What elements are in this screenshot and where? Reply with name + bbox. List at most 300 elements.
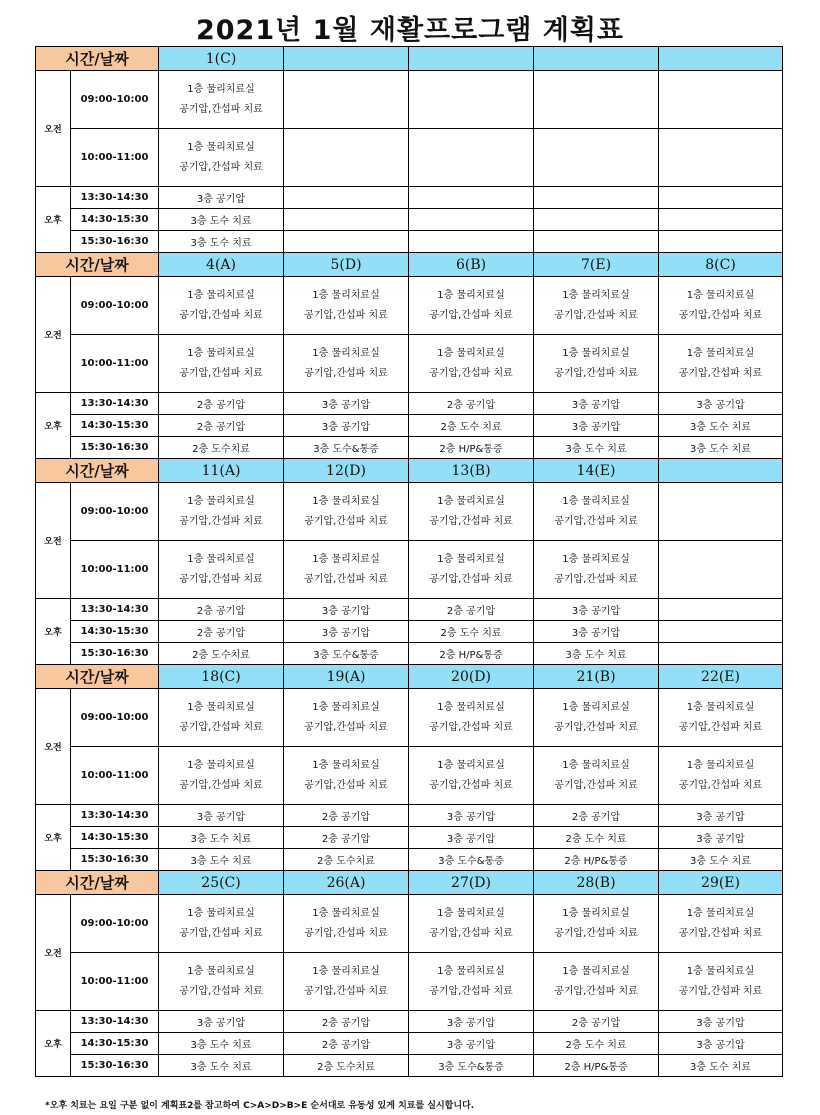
session-cell [284,689,409,747]
session-treatment: 공기압,간섭파 치료 [429,309,513,321]
session-cell: 3층 공기압 [284,621,409,643]
session-location: 1층 물리치료실 [437,759,505,771]
session-treatment: 공기압,간섭파 치료 [678,779,763,791]
session-cell [159,541,284,599]
period-label-pm: 오후 [36,187,71,253]
session-cell: 3층 도수 치료 [159,849,284,871]
session-cell [534,187,659,209]
time-slot: 10:00-11:00 [71,129,159,187]
date-header: 6(B) [409,253,534,277]
session-location: 1층 물리치료실 [686,965,755,977]
afternoon-row [36,1055,783,1077]
date-header: 28(B) [534,871,659,895]
time-slot: 13:30-14:30 [71,187,159,209]
session-location: 1층 물리치료실 [187,759,255,771]
session-cell: 3층 공기압 [284,599,409,621]
session-location: 1층 물리치료실 [312,701,380,713]
session-location: 1층 물리치료실 [562,553,630,565]
session-cell: 2층 H/P&통증 [534,1055,659,1077]
period-label-pm: 오후 [36,1011,71,1077]
session-cell: 2층 공기압 [284,805,409,827]
session-cell [284,895,409,953]
session-treatment: 공기압,간섭파 치료 [304,927,388,939]
session-cell [284,335,409,393]
session-cell [284,129,409,187]
afternoon-row [36,621,783,643]
date-header [284,47,409,71]
session-cell: 2층 도수치료 [284,849,409,871]
session-cell [409,541,534,599]
session-treatment: 공기압,간섭파 치료 [429,573,513,585]
session-location: 1층 물리치료실 [437,347,505,359]
session-cell [659,231,783,253]
afternoon-row [36,1033,783,1055]
morning-row [36,747,783,805]
time-slot: 14:30-15:30 [71,621,159,643]
session-cell [159,277,284,335]
time-slot: 15:30-16:30 [71,1055,159,1077]
session-cell [409,747,534,805]
session-location: 1층 물리치료실 [312,553,380,565]
afternoon-row [36,187,783,209]
morning-row [36,689,783,747]
session-location: 1층 물리치료실 [187,289,255,301]
session-cell: 2층 도수치료 [159,437,284,459]
period-label-am: 오전 [36,689,71,805]
session-cell [409,71,534,129]
session-cell: 2층 공기압 [159,621,284,643]
session-treatment: 공기압,간섭파 치료 [554,515,638,527]
session-cell [409,689,534,747]
session-treatment: 공기압,간섭파 치료 [179,721,263,733]
session-cell: 2층 공기압 [534,805,659,827]
session-cell [659,689,783,747]
afternoon-row [36,231,783,253]
session-treatment: 공기압,간섭파 치료 [179,161,263,173]
session-cell: 3층 공기압 [409,827,534,849]
afternoon-row [36,415,783,437]
session-location: 1층 물리치료실 [187,701,255,713]
time-slot: 14:30-15:30 [71,827,159,849]
time-slot: 14:30-15:30 [71,415,159,437]
session-location: 1층 물리치료실 [437,495,505,507]
session-treatment: 공기압,간섭파 치료 [179,103,263,115]
session-cell [534,129,659,187]
session-cell [409,231,534,253]
date-header: 22(E) [659,665,783,689]
session-cell [159,335,284,393]
session-cell [159,895,284,953]
afternoon-row [36,393,783,415]
session-cell [534,747,659,805]
session-cell: 2층 공기압 [284,1011,409,1033]
session-treatment: 공기압,간섭파 치료 [304,309,388,321]
session-cell [284,187,409,209]
period-label-am: 오전 [36,71,71,187]
session-location: 1층 물리치료실 [187,965,255,977]
session-treatment: 공기압,간섭파 치료 [678,367,763,379]
session-cell [159,953,284,1011]
session-treatment: 공기압,간섭파 치료 [429,367,513,379]
session-cell [409,277,534,335]
session-cell [534,483,659,541]
week-header-row [36,871,783,895]
session-cell [409,129,534,187]
session-location: 1층 물리치료실 [686,759,755,771]
session-cell: 3층 도수 치료 [659,1055,783,1077]
time-date-header: 시간/날짜 [36,47,159,71]
page-title: 2021년 1월 재활프로그램 계획표 [195,15,625,46]
afternoon-row [36,827,783,849]
time-slot: 13:30-14:30 [71,1011,159,1033]
session-location: 1층 물리치료실 [437,907,505,919]
time-slot: 09:00-10:00 [71,71,159,129]
session-cell [659,335,783,393]
session-cell: 3층 도수 치료 [159,1055,284,1077]
session-cell [659,277,783,335]
period-label-am: 오전 [36,483,71,599]
session-cell: 3층 공기압 [159,1011,284,1033]
date-header [534,47,659,71]
time-slot: 15:30-16:30 [71,643,159,665]
period-label-am: 오전 [36,895,71,1011]
session-cell [534,953,659,1011]
session-cell: 2층 공기압 [159,599,284,621]
session-cell [659,599,783,621]
session-cell: 3층 도수 치료 [534,643,659,665]
session-cell [659,643,783,665]
session-location: 1층 물리치료실 [312,907,380,919]
session-treatment: 공기압,간섭파 치료 [179,309,263,321]
session-cell [659,187,783,209]
session-treatment: 공기압,간섭파 치료 [554,927,638,939]
morning-row [36,129,783,187]
time-slot: 09:00-10:00 [71,689,159,747]
session-cell: 3층 공기압 [659,827,783,849]
session-treatment: 공기압,간섭파 치료 [304,515,388,527]
date-header: 19(A) [284,665,409,689]
session-cell: 3층 공기압 [159,187,284,209]
afternoon-row [36,805,783,827]
date-header: 29(E) [659,871,783,895]
afternoon-row [36,599,783,621]
date-header: 18(C) [159,665,284,689]
time-slot: 14:30-15:30 [71,1033,159,1055]
session-cell: 3층 도수&통증 [409,849,534,871]
session-cell [409,483,534,541]
morning-row [36,953,783,1011]
session-location: 1층 물리치료실 [312,347,380,359]
session-treatment: 공기압,간섭파 치료 [554,309,638,321]
date-header: 11(A) [159,459,284,483]
session-cell: 2층 공기압 [409,393,534,415]
session-cell: 3층 도수 치료 [159,209,284,231]
session-cell [284,209,409,231]
session-location: 1층 물리치료실 [686,907,755,919]
time-slot: 15:30-16:30 [71,849,159,871]
session-location: 1층 물리치료실 [312,965,380,977]
session-location: 1층 물리치료실 [312,495,380,507]
time-slot: 09:00-10:00 [71,277,159,335]
session-cell: 3층 도수 치료 [659,415,783,437]
session-treatment: 공기압,간섭파 치료 [179,927,263,939]
session-treatment: 공기압,간섭파 치료 [554,367,638,379]
session-location: 1층 물리치료실 [686,347,755,359]
session-cell: 2층 H/P&통증 [409,437,534,459]
date-header: 14(E) [534,459,659,483]
date-header [659,459,783,483]
session-treatment: 공기압,간섭파 치료 [429,985,513,997]
session-location: 1층 물리치료실 [562,907,630,919]
session-cell [409,187,534,209]
session-location: 1층 물리치료실 [562,965,630,977]
session-location: 1층 물리치료실 [562,759,630,771]
week-header-row [36,47,783,71]
session-cell: 2층 도수 치료 [534,1033,659,1055]
session-treatment: 공기압,간섭파 치료 [179,367,263,379]
date-header: 21(B) [534,665,659,689]
session-cell: 3층 공기압 [659,805,783,827]
session-treatment: 공기압,간섭파 치료 [429,779,513,791]
session-treatment: 공기압,간섭파 치료 [304,779,388,791]
session-location: 1층 물리치료실 [562,701,630,713]
session-cell: 3층 공기압 [284,393,409,415]
morning-row [36,483,783,541]
time-date-header: 시간/날짜 [36,665,159,689]
session-location: 1층 물리치료실 [562,495,630,507]
morning-row [36,541,783,599]
session-cell [534,541,659,599]
session-cell [659,541,783,599]
session-location: 1층 물리치료실 [686,289,755,301]
morning-row [36,71,783,129]
session-location: 1층 물리치료실 [187,141,255,153]
date-header: 27(D) [409,871,534,895]
time-slot: 15:30-16:30 [71,437,159,459]
session-cell: 3층 공기압 [534,415,659,437]
session-treatment: 공기압,간섭파 치료 [304,573,388,585]
time-slot: 10:00-11:00 [71,541,159,599]
session-cell: 2층 공기압 [534,1011,659,1033]
time-slot: 10:00-11:00 [71,747,159,805]
session-treatment: 공기압,간섭파 치료 [678,927,763,939]
session-location: 1층 물리치료실 [562,289,630,301]
footnote: *오후 치료는 요일 구분 없이 계획표2를 참고하여 C>A>D>B>E 순서대로 유동성 있게 치료를 실시합니다. [45,1101,475,1111]
session-treatment: 공기압,간섭파 치료 [304,985,388,997]
date-header: 4(A) [159,253,284,277]
session-location: 1층 물리치료실 [437,701,505,713]
date-header: 1(C) [159,47,284,71]
session-cell: 3층 도수 치료 [659,849,783,871]
session-treatment: 공기압,간섭파 치료 [678,985,763,997]
session-treatment: 공기압,간섭파 치료 [179,985,263,997]
session-cell [534,209,659,231]
time-date-header: 시간/날짜 [36,253,159,277]
date-header: 7(E) [534,253,659,277]
session-treatment: 공기압,간섭파 치료 [179,515,263,527]
session-cell [409,953,534,1011]
time-slot: 10:00-11:00 [71,953,159,1011]
session-cell: 3층 도수&통증 [284,437,409,459]
session-location: 1층 물리치료실 [187,495,255,507]
afternoon-row [36,643,783,665]
session-cell: 3층 도수 치료 [534,437,659,459]
session-cell [284,483,409,541]
session-cell [659,747,783,805]
session-treatment: 공기압,간섭파 치료 [554,721,638,733]
session-location: 1층 물리치료실 [187,83,255,95]
session-cell [534,335,659,393]
session-cell [534,277,659,335]
session-cell: 2층 도수치료 [159,643,284,665]
session-cell: 3층 공기압 [284,415,409,437]
session-cell [659,483,783,541]
time-slot: 09:00-10:00 [71,895,159,953]
afternoon-row [36,849,783,871]
session-cell: 3층 공기압 [409,1011,534,1033]
session-cell [534,895,659,953]
date-header: 20(D) [409,665,534,689]
session-cell: 3층 공기압 [534,599,659,621]
session-treatment: 공기압,간섭파 치료 [429,927,513,939]
session-location: 1층 물리치료실 [187,907,255,919]
session-cell [659,895,783,953]
session-location: 1층 물리치료실 [312,759,380,771]
session-treatment: 공기압,간섭파 치료 [678,721,763,733]
session-cell: 3층 도수 치료 [159,231,284,253]
session-location: 1층 물리치료실 [437,289,505,301]
session-location: 1층 물리치료실 [312,289,380,301]
date-header: 26(A) [284,871,409,895]
session-cell: 2층 도수치료 [284,1055,409,1077]
session-treatment: 공기압,간섭파 치료 [429,721,513,733]
afternoon-row [36,209,783,231]
morning-row [36,895,783,953]
session-treatment: 공기압,간섭파 치료 [554,985,638,997]
date-header: 25(C) [159,871,284,895]
time-slot: 13:30-14:30 [71,393,159,415]
session-cell: 2층 공기압 [159,393,284,415]
session-cell: 3층 공기압 [659,1033,783,1055]
week-header-row [36,459,783,483]
session-cell [284,747,409,805]
date-header [409,47,534,71]
session-cell: 2층 도수 치료 [409,621,534,643]
session-cell [159,129,284,187]
session-cell [534,231,659,253]
session-cell: 3층 도수 치료 [159,827,284,849]
time-slot: 10:00-11:00 [71,335,159,393]
session-location: 1층 물리치료실 [187,347,255,359]
session-cell: 3층 도수 치료 [159,1033,284,1055]
schedule-table [35,46,783,1077]
session-cell: 3층 도수 치료 [659,437,783,459]
session-cell: 3층 도수&통증 [284,643,409,665]
session-location: 1층 물리치료실 [437,553,505,565]
session-cell [659,621,783,643]
session-cell: 3층 공기압 [534,393,659,415]
session-treatment: 공기압,간섭파 치료 [554,573,638,585]
date-header: 13(B) [409,459,534,483]
session-cell [159,483,284,541]
morning-row [36,277,783,335]
session-cell: 2층 도수 치료 [534,827,659,849]
session-cell [284,541,409,599]
session-cell: 3층 공기압 [409,1033,534,1055]
time-slot: 13:30-14:30 [71,805,159,827]
session-location: 1층 물리치료실 [437,965,505,977]
period-label-pm: 오후 [36,805,71,871]
session-cell [159,71,284,129]
session-cell [659,209,783,231]
time-slot: 15:30-16:30 [71,231,159,253]
session-cell: 3층 공기압 [159,805,284,827]
session-cell [409,335,534,393]
session-cell [284,953,409,1011]
afternoon-row [36,437,783,459]
date-header [659,47,783,71]
date-header: 8(C) [659,253,783,277]
session-cell [284,231,409,253]
session-cell [284,277,409,335]
time-date-header: 시간/날짜 [36,459,159,483]
week-header-row [36,253,783,277]
session-cell [284,71,409,129]
morning-row [36,335,783,393]
session-cell [159,747,284,805]
time-slot: 14:30-15:30 [71,209,159,231]
session-treatment: 공기압,간섭파 치료 [179,779,263,791]
session-cell: 2층 공기압 [284,827,409,849]
session-cell [409,209,534,231]
session-cell: 3층 공기압 [534,621,659,643]
time-slot: 13:30-14:30 [71,599,159,621]
session-cell: 2층 공기압 [284,1033,409,1055]
session-location: 1층 물리치료실 [187,553,255,565]
session-cell: 3층 공기압 [659,1011,783,1033]
time-slot: 09:00-10:00 [71,483,159,541]
session-treatment: 공기압,간섭파 치료 [554,779,638,791]
period-label-pm: 오후 [36,599,71,665]
session-treatment: 공기압,간섭파 치료 [429,515,513,527]
session-cell: 2층 공기압 [159,415,284,437]
session-treatment: 공기압,간섭파 치료 [678,309,763,321]
session-cell: 3층 도수&통증 [409,1055,534,1077]
session-treatment: 공기압,간섭파 치료 [304,367,388,379]
session-cell [534,689,659,747]
week-header-row [36,665,783,689]
session-cell: 2층 H/P&통증 [534,849,659,871]
session-cell: 2층 공기압 [409,599,534,621]
session-cell [159,689,284,747]
afternoon-row [36,1011,783,1033]
period-label-am: 오전 [36,277,71,393]
session-treatment: 공기압,간섭파 치료 [179,573,263,585]
session-location: 1층 물리치료실 [686,701,755,713]
session-cell: 2층 도수 치료 [409,415,534,437]
session-treatment: 공기압,간섭파 치료 [304,721,388,733]
session-cell: 3층 공기압 [659,393,783,415]
period-label-pm: 오후 [36,393,71,459]
session-location: 1층 물리치료실 [562,347,630,359]
session-cell [534,71,659,129]
session-cell: 2층 H/P&통증 [409,643,534,665]
date-header: 5(D) [284,253,409,277]
session-cell [659,71,783,129]
session-cell [659,953,783,1011]
date-header: 12(D) [284,459,409,483]
session-cell [659,129,783,187]
